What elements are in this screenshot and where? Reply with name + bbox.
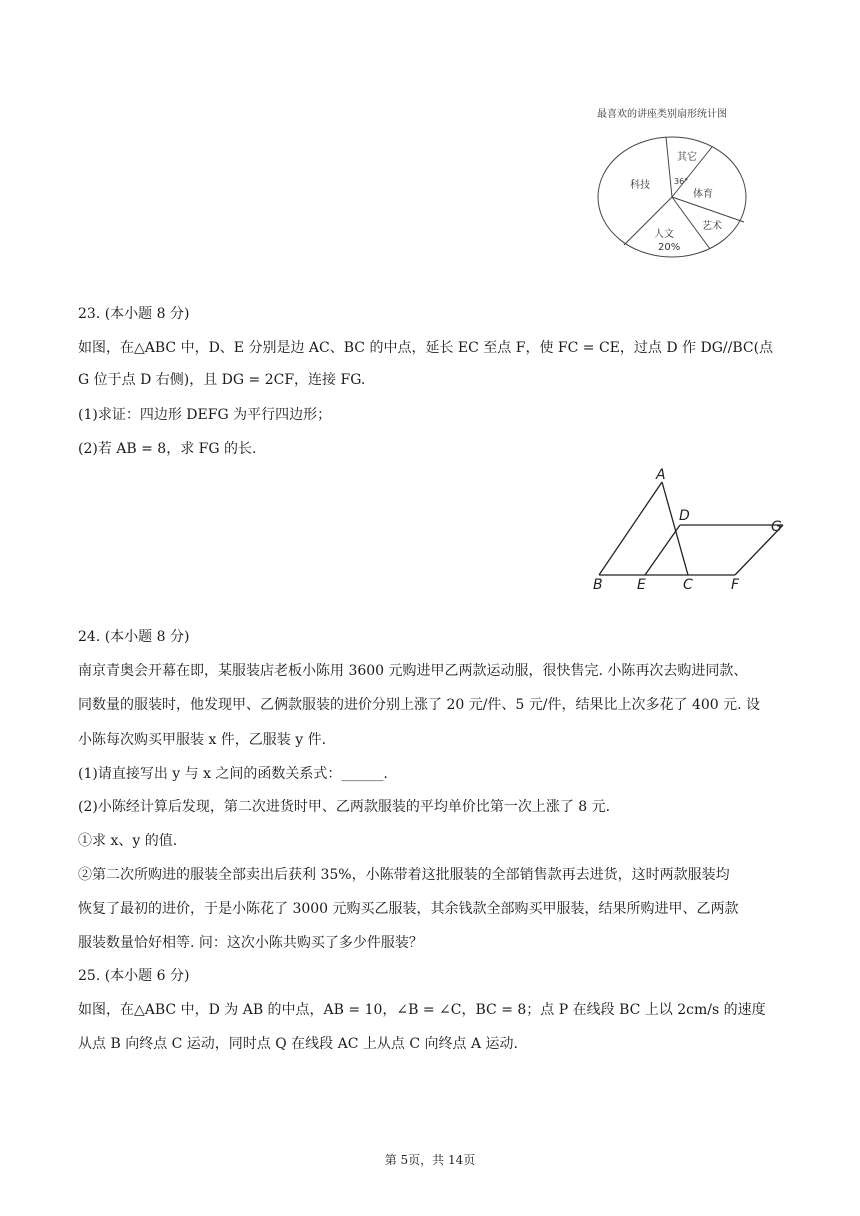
page-footer: 第 5页，共 14页 [384, 1153, 476, 1167]
q24-line2: 同数量的服装时，他发现甲、乙俩款服装的进价分别上涨了 20 元/件、5 元/件，结果比上次多花了 400 元. 设 [78, 697, 761, 713]
q24-part2: (2)小陈经计算后发现，第二次进货时甲、乙两款服装的平均单价比第一次上涨了 8 元. [78, 799, 611, 815]
segment-de [645, 525, 680, 575]
q23-line2: G 位于点 D 右侧)，且 DG = 2CF，连接 FG. [78, 372, 366, 388]
pie-label-qita: 其它 [677, 152, 697, 163]
pie-label-angle: 36° [674, 177, 689, 186]
q24-line1: 南京青奥会开幕在即，某服装店老板小陈用 3600 元购进甲乙两款运动服，很快售完. 小陈再次去购进同款、 [78, 663, 748, 679]
pie-chart-title: 最喜欢的讲座类别扇形统计图 [597, 109, 727, 120]
label-d: D [679, 508, 690, 524]
q24-sub1: ①求 x、y 的值. [78, 833, 178, 849]
pie-divider-tiyu-yishu [672, 197, 744, 222]
segment-ac [662, 482, 688, 575]
q25-line1: 如图，在△ABC 中，D 为 AB 的中点，AB = 10，∠B = ∠C，BC = 8；点 P 在线段 BC 上以 2cm/s 的速度 [78, 1002, 766, 1018]
label-a: A [656, 467, 666, 483]
q23-part2: (2)若 AB = 8，求 FG 的长. [78, 441, 257, 457]
q24-sub2-line3: 服装数量恰好相等. 问：这次小陈共购买了多少件服装？ [78, 935, 423, 951]
pie-chart [588, 102, 758, 262]
q25-header: 25. (本小题 6 分) [78, 968, 190, 984]
label-f: F [731, 577, 740, 593]
q24-header: 24. (本小题 8 分) [78, 629, 190, 645]
q24-sub2-line1: ②第二次所购进的服装全部卖出后获利 35%，小陈带着这批服装的全部销售款再去进货，这时两款服装均 [78, 867, 730, 883]
q23-line1: 如图，在△ABC 中，D、E 分别是边 AC、BC 的中点，延长 EC 至点 F，使 FC = CE，过点 D 作 DG//BC(点 [78, 340, 774, 356]
pie-label-keji: 科技 [630, 180, 650, 191]
q23-header: 23. (本小题 8 分) [78, 306, 190, 322]
pie-label-yishu: 艺术 [702, 221, 722, 232]
segment-ab [599, 482, 662, 575]
label-e: E [637, 577, 646, 593]
q25-line2: 从点 B 向终点 C 运动，同时点 Q 在线段 AC 上从点 C 向终点 A 运动. [78, 1036, 518, 1052]
q23-figure [585, 465, 795, 595]
pie-label-renwen-percent: 20% [658, 242, 681, 253]
label-c: C [683, 577, 693, 593]
q24-sub2-line2: 恢复了最初的进价，于是小陈花了 3000 元购买乙服装，其余钱款全部购买甲服装，结果所购进甲、乙两款 [78, 901, 739, 917]
pie-label-tiyu: 体育 [693, 189, 713, 200]
q23-part1: (1)求证：四边形 DEFG 为平行四边形； [78, 407, 332, 423]
pie-divider-qita-left [666, 137, 672, 197]
q24-part1: (1)请直接写出 y 与 x 之间的函数关系式：______. [78, 766, 388, 782]
label-b: B [593, 577, 603, 593]
pie-label-renwen: 人文 [654, 229, 674, 240]
label-g: G [771, 519, 782, 535]
q24-line3: 小陈每次购买甲服装 x 件，乙服装 y 件. [78, 732, 327, 748]
